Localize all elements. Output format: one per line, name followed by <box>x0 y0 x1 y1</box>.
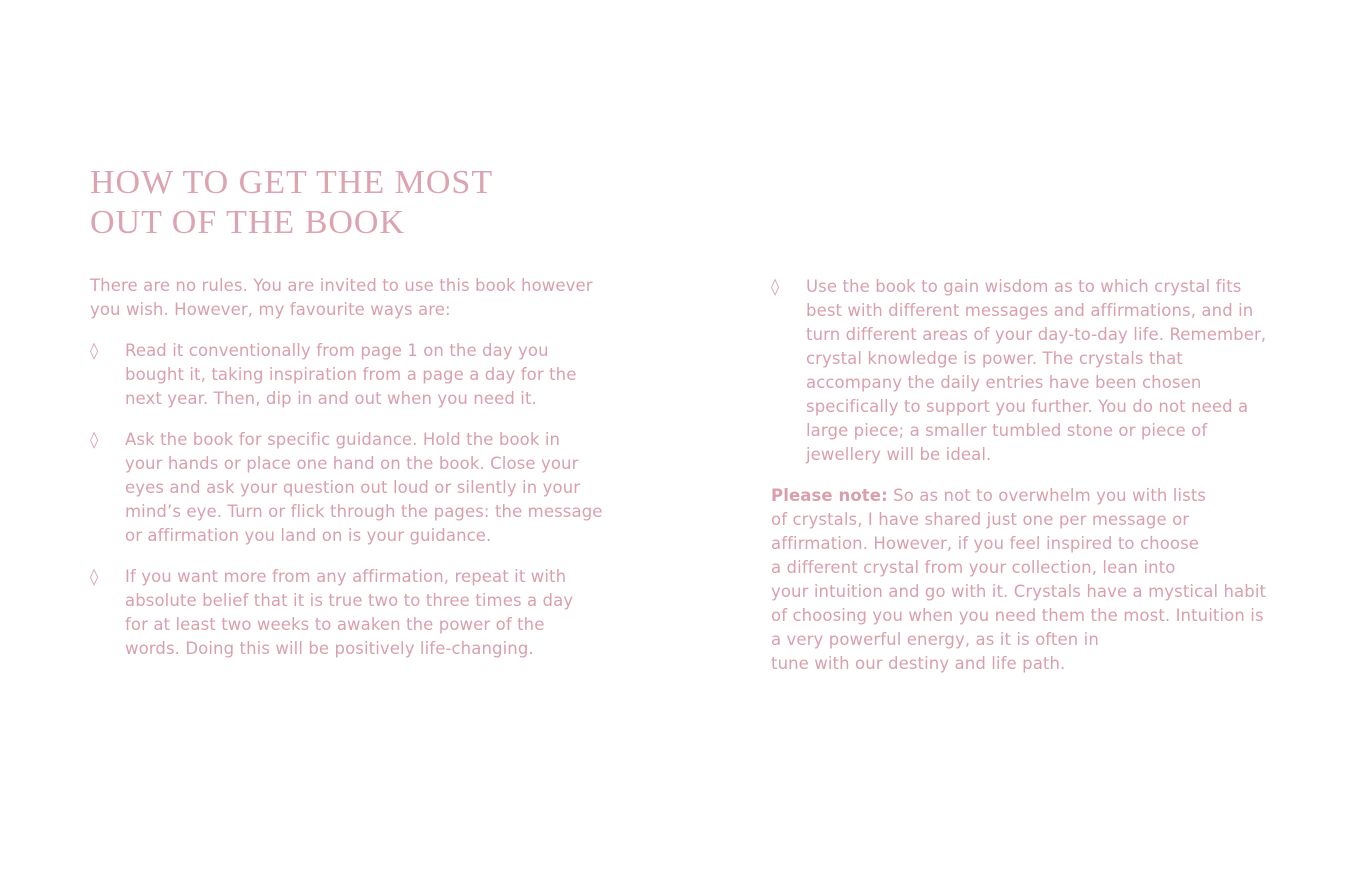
note-first-line-text: So as not to overwhelm you with lists <box>887 486 1207 505</box>
intro-paragraph <box>90 274 610 322</box>
text-line: Ask the book for specific guidance. Hold the book in <box>125 430 561 449</box>
text-line: next year. Then, dip in and out when you need it. <box>125 389 537 408</box>
list-item-text <box>125 339 610 411</box>
list-item-text <box>125 565 610 661</box>
text-line: Use the book to gain wisdom as to which crystal fits <box>806 277 1242 296</box>
text-line: or affirmation you land on is your guidance. <box>125 526 492 545</box>
right-column <box>771 275 1291 676</box>
text-line: best with different messages and affirmations, and in <box>806 301 1254 320</box>
text-line: for at least two weeks to awaken the power of the <box>125 615 545 634</box>
text-line: large piece; a smaller tumbled stone or piece of <box>806 421 1208 440</box>
text-line: crystal knowledge is power. The crystals that <box>806 349 1183 368</box>
text-line: accompany the daily entries have been chosen <box>806 373 1202 392</box>
text-line: your hands or place one hand on the book. Close your <box>125 454 579 473</box>
diamond-bullet-icon: ◊ <box>90 430 99 449</box>
intro-line: you wish. However, my favourite ways are: <box>90 300 451 319</box>
note-line: a very powerful energy, as it is often in <box>771 630 1099 649</box>
note-label: Please note: <box>771 486 888 505</box>
diamond-bullet-icon: ◊ <box>90 341 99 360</box>
note-first-line <box>771 484 1291 508</box>
text-line: specifically to support you further. You do not need a <box>806 397 1249 416</box>
text-line: mind’s eye. Turn or flick through the pages: the message <box>125 502 603 521</box>
note-line: a different crystal from your collection, lean into <box>771 558 1176 577</box>
list-item-text <box>125 428 610 548</box>
text-line: Read it conventionally from page 1 on the day you <box>125 341 549 360</box>
text-line: eyes and ask your question out loud or silently in your <box>125 478 581 497</box>
diamond-bullet-icon: ◊ <box>771 277 780 296</box>
text-line: If you want more from any affirmation, repeat it with <box>125 567 567 586</box>
title-line: OUT OF THE BOOK <box>90 204 406 241</box>
list-item <box>771 275 1291 467</box>
note-line: of choosing you when you need them the most. Intuition is <box>771 606 1264 625</box>
intro-line: There are no rules. You are invited to use this book however <box>90 276 593 295</box>
list-item <box>90 339 610 411</box>
text-line: absolute belief that it is true two to three times a day <box>125 591 574 610</box>
note-line: your intuition and go with it. Crystals have a mystical habit <box>771 582 1267 601</box>
diamond-bullet-icon: ◊ <box>90 567 99 586</box>
title-line: HOW TO GET THE MOST <box>90 164 494 201</box>
note-paragraph <box>771 484 1291 676</box>
note-line: of crystals, I have shared just one per message or <box>771 510 1190 529</box>
list-item <box>90 428 610 548</box>
text-line: turn different areas of your day-to-day life. Remember, <box>806 325 1267 344</box>
note-line: tune with our destiny and life path. <box>771 654 1066 673</box>
text-line: bought it, taking inspiration from a page a day for the <box>125 365 577 384</box>
list-item <box>90 565 610 661</box>
list-item-text <box>806 275 1291 467</box>
left-column <box>90 274 610 678</box>
text-line: words. Doing this will be positively life-changing. <box>125 639 534 658</box>
page-title <box>90 163 493 243</box>
note-line: affirmation. However, if you feel inspired to choose <box>771 534 1200 553</box>
text-line: jewellery will be ideal. <box>806 445 992 464</box>
